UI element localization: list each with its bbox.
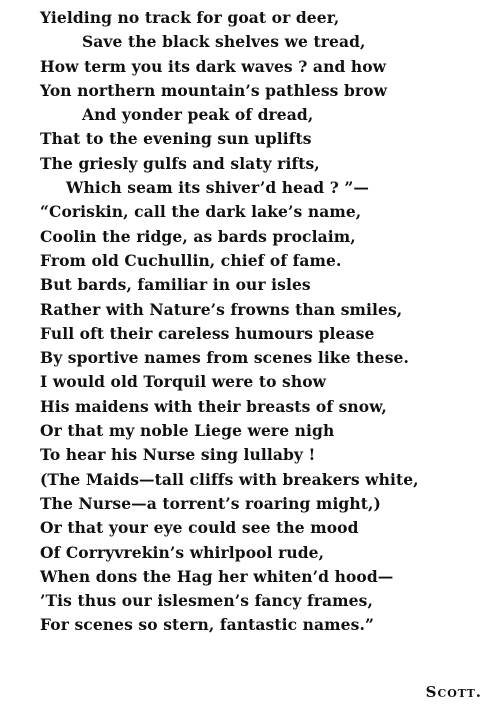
poem-line: Or that your eye could see the mood xyxy=(40,518,359,538)
poem-line: By sportive names from scenes like these. xyxy=(40,348,409,368)
poem-line: But bards, familiar in our isles xyxy=(40,275,311,295)
poem-line: Save the black shelves we tread, xyxy=(82,32,366,52)
poem-line: (The Maids—tall cliffs with breakers white, xyxy=(40,469,419,489)
poem-line: ’Tis thus our islesmen’s fancy frames, xyxy=(40,591,373,611)
poem-line: The Nurse—a torrent’s roaring might,) xyxy=(40,493,381,513)
poem-text xyxy=(40,6,490,638)
poem-line: From old Cuchullin, chief of fame. xyxy=(40,250,342,270)
poem-line: To hear his Nurse sing lullaby ! xyxy=(40,445,316,465)
poem-line: For scenes so stern, fantastic names.” xyxy=(40,615,374,635)
poem-line: The griesly gulfs and slaty rifts, xyxy=(40,153,320,173)
poem-line: Of Corryvrekin’s whirlpool rude, xyxy=(40,542,325,562)
poem-line: How term you its dark waves ? and how xyxy=(40,56,387,76)
poem-line: That to the evening sun uplifts xyxy=(40,129,312,149)
poem-line: And yonder peak of dread, xyxy=(82,105,314,125)
poem-line: Yielding no track for goat or deer, xyxy=(40,8,340,27)
poem-line: “Coriskin, call the dark lake’s name, xyxy=(40,202,362,222)
poem-line: I would old Torquil were to show xyxy=(40,372,327,392)
poem-line: Full oft their careless humours please xyxy=(40,323,375,343)
poem-line: When dons the Hag her whiten’d hood— xyxy=(40,566,394,586)
poem-line: Or that my noble Liege were nigh xyxy=(40,421,335,441)
poem-line: Coolin the ridge, as bards proclaim, xyxy=(40,226,356,246)
poem-line: Yon northern mountain’s pathless brow xyxy=(40,80,388,100)
poem-line: Rather with Nature’s frowns than smiles, xyxy=(40,299,403,319)
author-attribution: Scott. xyxy=(425,683,482,701)
poem-line: Which seam its shiver’d head ? ”— xyxy=(66,178,369,198)
poem-line: His maidens with their breasts of snow, xyxy=(40,396,387,416)
